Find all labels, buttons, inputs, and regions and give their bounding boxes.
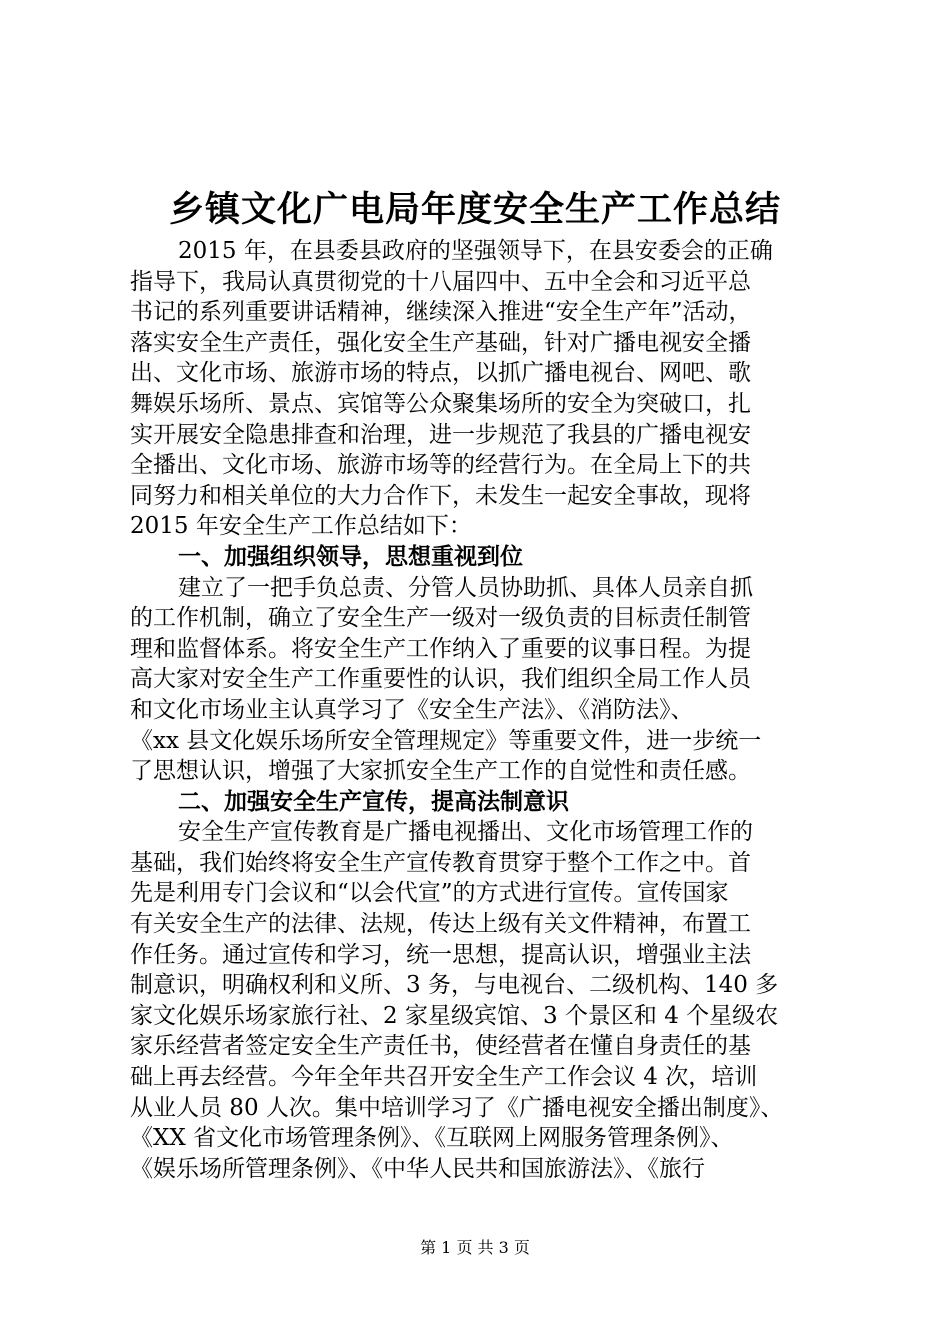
paragraph-line: 全播出、文化市场、旅游市场等的经营行为。在全局上下的共 <box>130 452 751 479</box>
paragraph-line: 高大家对安全生产工作重要性的认识，我们组织全局工作人员 <box>130 666 751 693</box>
document-body <box>130 236 830 1184</box>
paragraph-line: 2015 年安全生产工作总结如下： <box>130 513 472 540</box>
paragraph-line: 实开展安全隐患排查和治理，进一步规范了我县的广播电视安 <box>130 421 751 448</box>
paragraph-line: 书记的系列重要讲话精神，继续深入推进“安全生产年”活动， <box>130 299 752 326</box>
paragraph-line: 基础，我们始终将安全生产宣传教育贯穿于整个工作之中。首 <box>130 849 751 876</box>
paragraph-line: 制意识，明确权利和义所、3 务，与电视台、二级机构、140 多 <box>130 972 779 999</box>
paragraph-line: 理和监督体系。将安全生产工作纳入了重要的议事日程。为提 <box>130 635 751 662</box>
paragraph-line: 安全生产宣传教育是广播电视播出、文化市场管理工作的 <box>178 819 753 846</box>
paragraph-line: 《xx 县文化娱乐场所安全管理规定》等重要文件，进一步统一 <box>130 727 762 754</box>
paragraph-line: 础上再去经营。今年全年共召开安全生产工作会议 4 次，培训 <box>130 1064 758 1091</box>
page-footer: 第 1 页 共 3 页 <box>420 1238 530 1257</box>
paragraph-line: 出、文化市场、旅游市场的特点，以抓广播电视台、网吧、歌 <box>130 360 751 387</box>
paragraph-line: 和文化市场业主认真学习了《安全生产法》、《消防法》、 <box>130 696 694 723</box>
paragraph-line: 同努力和相关单位的大力合作下，未发生一起安全事故，现将 <box>130 482 751 509</box>
paragraph-line: 2015 年，在县委县政府的坚强领导下，在县安委会的正确 <box>178 238 773 264</box>
paragraph-line: 先是利用专门会议和“以会代宣”的方式进行宣传。宣传国家 <box>130 880 729 907</box>
section-heading: 二、加强安全生产宣传，提高法制意识 <box>178 788 569 815</box>
paragraph-line: 《XX 省文化市场管理条例》、《互联网上网服务管理条例》、 <box>130 1125 734 1152</box>
paragraph-line: 有关安全生产的法律、法规，传达上级有关文件精神，布置工 <box>130 911 751 938</box>
paragraph-line: 舞娱乐场所、景点、宾馆等公众聚集场所的安全为突破口，扎 <box>130 390 751 417</box>
section-heading: 一、加强组织领导，思想重视到位 <box>178 543 523 570</box>
paragraph-line: 指导下，我局认真贯彻党的十八届四中、五中全会和习近平总 <box>130 268 751 295</box>
paragraph-line: 建立了一把手负总责、分管人员协助抓、具体人员亲自抓 <box>178 574 753 601</box>
paragraph-line: 家乐经营者签定安全生产责任书，使经营者在懂自身责任的基 <box>130 1033 751 1060</box>
paragraph-line: 落实安全生产责任，强化安全生产基础，针对广播电视安全播 <box>130 329 751 356</box>
paragraph-line: 家文化娱乐场家旅行社、2 家星级宾馆、3 个景区和 4 个星级农 <box>130 1002 779 1029</box>
paragraph-line: 从业人员 80 人次。集中培训学习了《广播电视安全播出制度》、 <box>130 1094 784 1121</box>
document-title: 乡镇文化广电局年度安全生产工作总结 <box>168 189 781 230</box>
paragraph-line: 的工作机制，确立了安全生产一级对一级负责的目标责任制管 <box>130 605 751 632</box>
paragraph-line: 作任务。通过宣传和学习，统一思想，提高认识，增强业主法 <box>130 941 751 968</box>
paragraph-line: 《娱乐场所管理条例》、《中华人民共和国旅游法》、《旅行 <box>130 1155 705 1182</box>
paragraph-line: 了思想认识，增强了大家抓安全生产工作的自觉性和责任感。 <box>130 758 751 785</box>
